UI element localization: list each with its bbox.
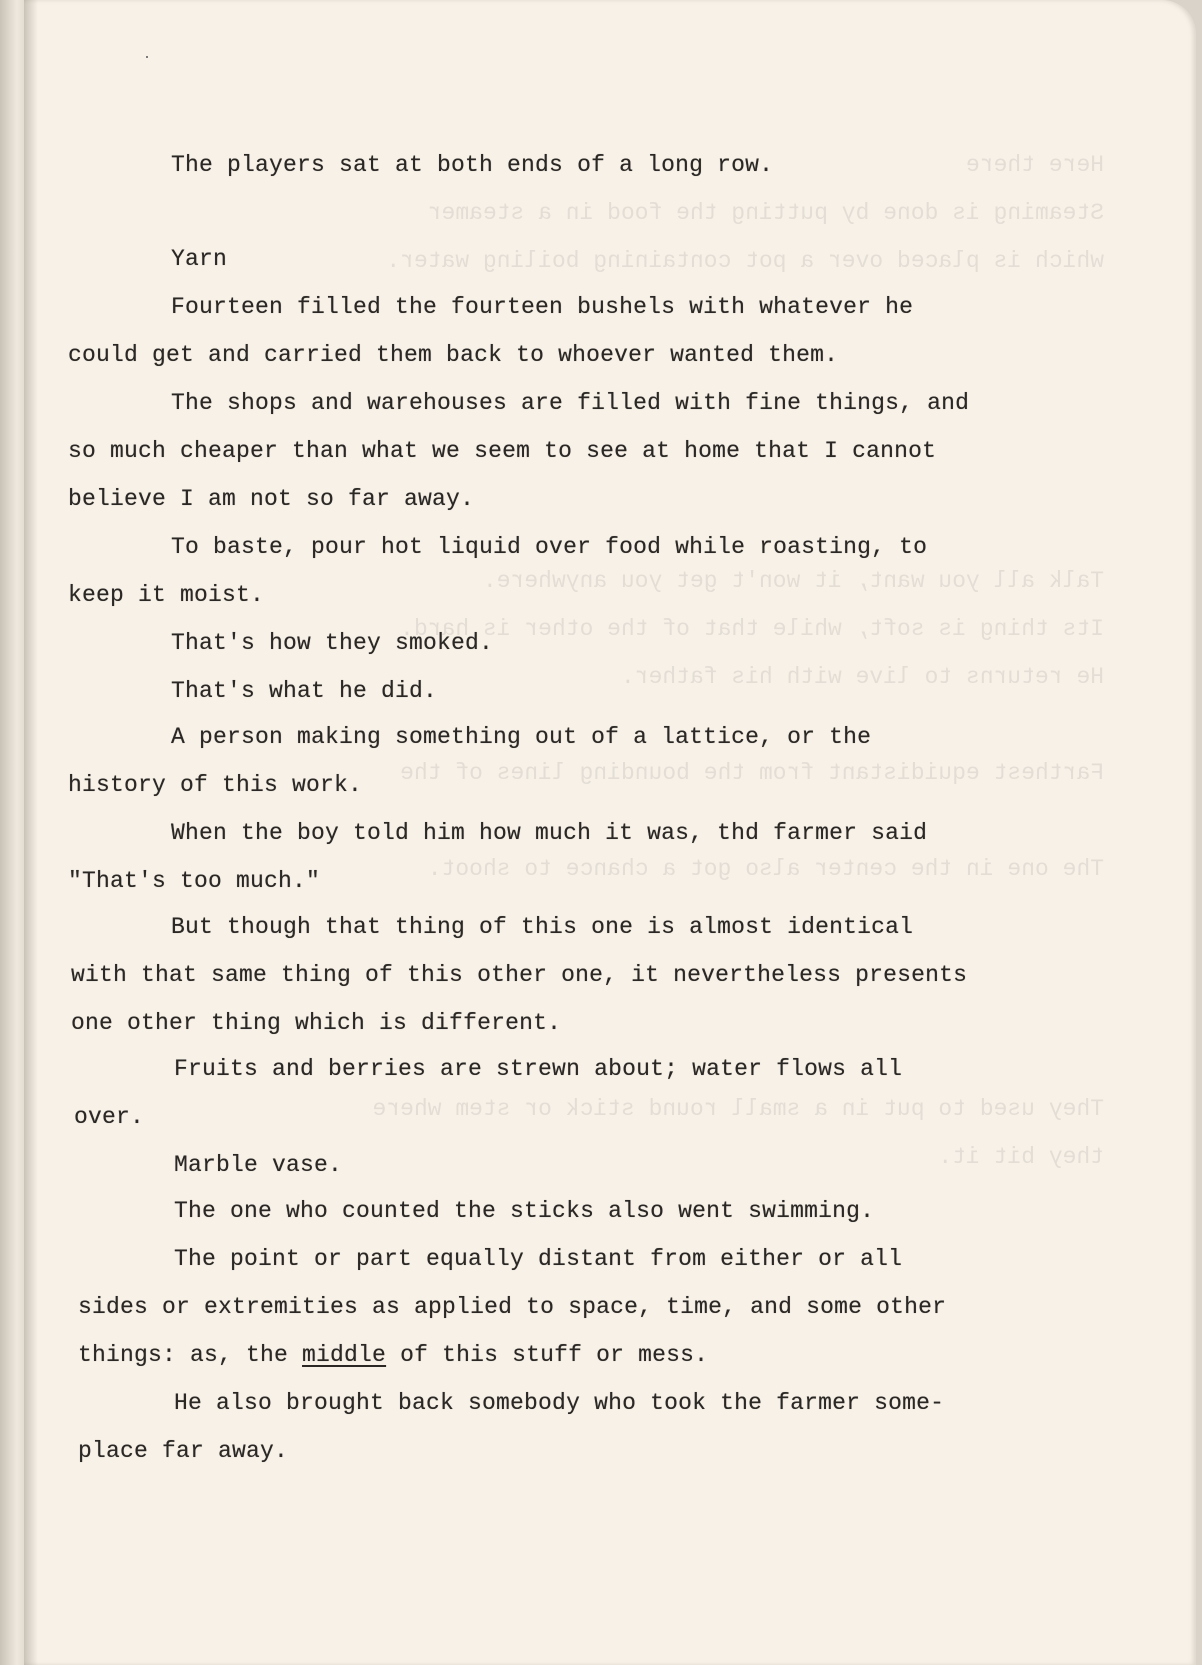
line-text: He also brought back somebody who took the farmer some- <box>174 1390 945 1416</box>
ghost-line: Its thing is soft, while that of the other is hard. <box>400 616 1104 642</box>
line-text: To baste, pour hot liquid over food while roasting, to <box>171 534 928 560</box>
text-line <box>68 342 838 368</box>
text-line <box>171 914 913 940</box>
line-text: But though that thing of this one is almost identical <box>171 914 914 940</box>
line-text: with that same thing of this other one, it nevertheless presents <box>71 962 968 988</box>
line-text: sides or extremities as applied to space, time, and some other <box>78 1294 947 1320</box>
line-text: The shops and warehouses are filled with fine things, and <box>171 390 970 416</box>
line-text: of this stuff or mess. <box>386 1342 709 1368</box>
line-text: Fourteen filled the fourteen bushels with whatever he <box>171 294 914 320</box>
line-text: That's what he did. <box>171 678 438 704</box>
line-text: Marble vase. <box>174 1152 343 1178</box>
text-line <box>171 534 927 560</box>
line-text: could get and carried them back to whoever wanted them. <box>68 342 839 368</box>
line-text: so much cheaper than what we seem to see at home that I cannot <box>68 438 937 464</box>
text-line <box>71 1010 561 1036</box>
text-line <box>78 1294 946 1320</box>
text-line <box>171 246 227 272</box>
line-text: A person making something out of a lattice, or the <box>171 724 872 750</box>
line-text: The one who counted the sticks also went swimming. <box>174 1198 875 1224</box>
ghost-line: which is placed over a pot containing boiling water. <box>386 248 1104 274</box>
line-text: things: as, the <box>78 1342 303 1368</box>
text-line <box>78 1342 708 1368</box>
line-text: place far away. <box>78 1438 289 1464</box>
typed-text <box>24 0 1196 1665</box>
text-line <box>174 1390 944 1416</box>
ghost-line: The one in the center also got a chance to shoot. <box>427 856 1104 882</box>
text-line <box>71 962 967 988</box>
text-line <box>171 152 773 178</box>
text-line <box>78 1438 288 1464</box>
text-line <box>171 390 969 416</box>
ghost-line: Talk all you want, it won't get you anywhere. <box>482 568 1104 594</box>
text-line <box>68 582 264 608</box>
text-line <box>68 486 474 512</box>
line-text: The point or part equally distant from either or all <box>174 1246 903 1272</box>
text-line <box>68 438 936 464</box>
text-line <box>171 724 871 750</box>
ghost-line: Farthest equidistant from the bounding lines of the <box>400 760 1104 786</box>
ghost-line: Steaming is done by putting the food in a steamer <box>427 200 1104 226</box>
line-text: The players sat at both ends of a long row. <box>171 152 774 178</box>
line-text: That's how they smoked. <box>171 630 494 656</box>
line-text: history of this work. <box>68 772 363 798</box>
line-text: over. <box>74 1104 145 1130</box>
text-line <box>74 1104 144 1130</box>
text-line <box>174 1152 342 1178</box>
line-text: believe I am not so far away. <box>68 486 475 512</box>
typed-page <box>24 0 1196 1665</box>
line-text: Fruits and berries are strewn about; water flows all <box>174 1056 903 1082</box>
text-line <box>171 630 493 656</box>
text-line <box>174 1056 902 1082</box>
ghost-line: He returns to live with his father. <box>620 664 1104 690</box>
ghost-line: they bit it. <box>938 1144 1104 1170</box>
underlined-word: middle <box>302 1342 387 1368</box>
text-line <box>171 678 437 704</box>
text-line <box>68 868 320 894</box>
line-text: "That's too much." <box>68 868 321 894</box>
facing-page-edge <box>0 0 24 1665</box>
line-text: keep it moist. <box>68 582 265 608</box>
line-text: When the boy told him how much it was, thd farmer said <box>171 820 928 846</box>
line-text: Yarn <box>171 246 228 272</box>
text-line <box>171 294 913 320</box>
text-line <box>174 1198 874 1224</box>
ghost-line: Here there <box>965 152 1104 178</box>
ghost-line: They used to put in a small round stick or stem where <box>372 1096 1104 1122</box>
text-line <box>68 772 362 798</box>
text-line <box>171 820 927 846</box>
text-line <box>174 1246 902 1272</box>
line-text: one other thing which is different. <box>71 1010 562 1036</box>
